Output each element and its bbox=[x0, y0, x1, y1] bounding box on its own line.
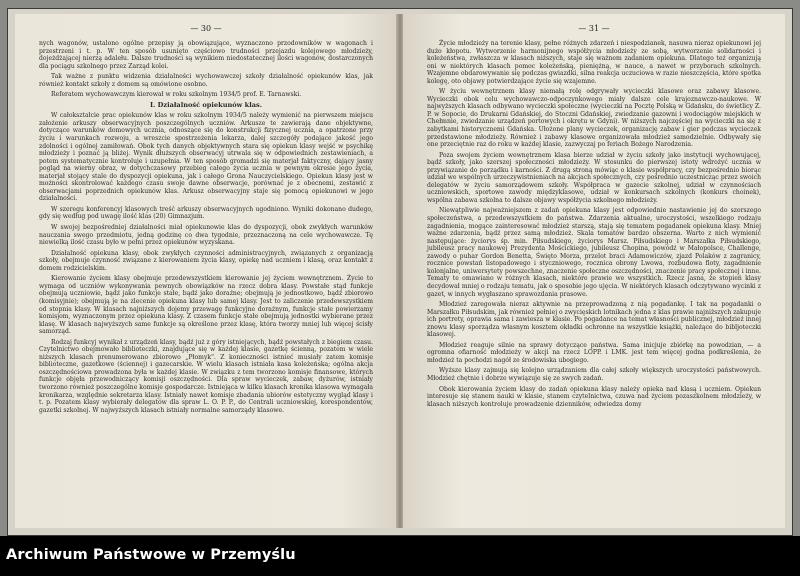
paragraph: Poza swojem życiem wewnętrznem klasa bierze udział w życiu szkoły jako instytucji wychowującej, bądź szkoły, jako szerszej społeczności młodzieży. W stosunku do pierwszej istoty wdrożyć ucznia w przywiązanie do porządku i karności. Z drugą stroną mówiąc o klasie współpracy, czy bezpośrednio biorąc udział we wspólnych urzeczywistnieniach na akcjach społecznych, czy pośrednio uczestnicząc przez swoich delegatów w życiu samorządowem szkoły. Współpraca w gazecie szkolnej, udział w czynnościach uczniowskich, sportowe zawody międzyklasowe, udział w konkursach szkolnych (konkurs choinek), wspólna zabawa szkolna to dalsze objawy współżycia szkolnego młodzieży. bbox=[427, 151, 761, 204]
paragraph: W swojej bezpośredniej działalności miał opiekunowie klas do dyspozycji, obok zwykłych warunków nauczania swego przedmiotu, jedną godzinę co dwa tygodnie, przeznaczoną na cele wychowawcze. Tę niewielką ilość czasu było w pełni przez opiekunów wyzyskana. bbox=[39, 224, 373, 247]
right-page bbox=[403, 14, 785, 528]
paragraph: Tak ważne z punktu widzenia działalności wychowawczej szkoły działalność opiekunów klas, jak również kontakt szkoły z domem są omówione osobno. bbox=[39, 73, 373, 88]
book-spread bbox=[7, 8, 793, 536]
section-heading: I. Działalność opiekunów klas. bbox=[149, 100, 263, 109]
paragraph: W całokształcie prac opiekunów klas w roku szkolnym 1934/5 należy wymienić na pierwszem miejscu założenie arkuszy obserwacyjnych poszczególnych uczniów. Arkusze te zawierają dane objektywne, dotyczące warunków domowych ucznia, odnoszące się do konstrukcji fizycznej ucznia, a opatrzone przy życiu i warunkach rozwoju, a wreszcie spostrzeżenia lekarza, dalej szczegóły podające jakość jego zdolności i ogólnej zamiłowań. Obok tych danych objektywnych stara się opiekun klasy wejść w psychikę młodzieży i poznać ją bliżej. Wynik dłuższych obserwacyj utrwala się w odpowiednich zestawieniach, a potem systematycznie kontroluje i uzupełnia. W ten sposób gromadzi się materjał faktyczny, dający jasny pogląd na wierny obraz, w dotychczasowy przebieg całego życia ucznia w pewnym okresie jego życia, materjał stojący stale do dyspozycji opiekuna, jak i całego Grona Nauczycielskiego. Opiekun klasy jest w możności skontrolować każdego czasu swoje dawne obserwacje, porównać je z obecnemi, zestawić z obserwacjami poprzednich opiekunów klas. Arkusz obserwacyjny staje się pomocą opiekunowi w jego działalności. bbox=[39, 112, 373, 203]
paragraph: Kierowanie życiem klasy obejmuje przedewszystkiem kierowanie jej życiem wewnętrznem. Życie to wymaga od uczniów wykonywania pewnych obowiązków na rzecz dobra klasy. Powstałe stąd funkcje obejmują uczniowie, bądź jako funkcje stałe, bądź jako doraźne; obejmują je jednostkowo, bądź zbiorowo (komisyjnie); obejmują je na zlecenie opiekuna klasy lub samej klasy. Jest to zaliczenie przedewszystkiem od stopnia klasy. W klasach najniższych dojemy przewagę funkcyjne doraźnym, funkcje stałe powierzamy komisjom, wyznaczonym przez opiekuna klasy. Z czasem funkcje stałe obejmują jednostki wybierane przez klasę. W klasach najwyższych same funkcje są określone przez klasę, która tworzy mniej lub więcej ścisły samorząd. bbox=[39, 275, 373, 336]
paragraph: W szeregu konferencyj klasowych treść arkuszy obserwacyjnych ugodniono. Wyniki dokonano dudego, gdy się według pod uwagę ilość klas (20) Gimnazjum. bbox=[39, 205, 373, 221]
page-number-right: — 31 — bbox=[578, 24, 610, 33]
left-page-text bbox=[39, 40, 373, 417]
paragraph: Działalność opiekuna klasy, obok zwykłych czynności administracyjnych, związanych z organizacją szkoły, obejmuje czynność związane z kierowaniem życia klasy, opiekę nad uczniem i klasą, oraz kontakt z domem rodzicielskim. bbox=[39, 249, 373, 272]
paragraph: Młodzież reaguje silnie na sprawy dotyczące państwa. Sama inicjuje zbiórkę na powodzian, — a ogromna ofiarność młodzieży w akcji na rzecz LOPP. i LMK. jest tem więcej godna podkreślenia, że młodzież ta pochodzi nagół ze środowiska ubogiego. bbox=[427, 341, 761, 364]
paragraph: Referatem wychowawczym kierował w roku szkolnym 1934/5 prof. E. Tarnawski. bbox=[51, 91, 302, 99]
paragraph: Niewątpliwie najważniejszem z zadań opiekuna klasy jest odpowiednie nastawienie jej do szerszego społeczeństwa, a przedewszystkiem do państwa. Zdarzenia aktualne, uroczystości, wszelkiego rodzaju zagadnienia, mogące zainteresować młodzież starszą, stają się tematem pogadanek opiekuna klasy. Mniej ważne zdarzenia, bądź przez samą młodzież. Skala tematów bardzo obszerna. Warto z nich wymienić następujące: życiorys śp. min. Piłsudskiego, życiorys Marsz. Piłsudskiego i Marszałka Piłsudskiego, jubileusz pracy naukowej Prezydenta Mościckiego, jubileusz Chopina, powódź w Małopolsce, Challenge, zawody o puhar Gordon Benetta, Święto Morza, przelot braci Adamowiczów, zjazd Polaków z zagranicy, rocznice powstań listopadowego i styczniowego, rocznica obrony Lwowa, rozbudowa floty, zagadnienie kolonjalne, uniwersytety powszechne, znaczenie społeczne oszczędności, znaczenie pracy społecznej i inne. Tematy te omawiano w różnych klasach, niektóre prawie we wszystkich. Rzecz jasna, że stopień klasy decydował mniej o rodzaju tematu, jak o sposobie jego ujęcia. W niektórych klasach odczytywano wycinki z gazet, w innych wygłaszano sprawozdania prasowe. bbox=[427, 207, 761, 298]
archive-name: Archiwum Państwowe w Przemyślu bbox=[6, 547, 296, 563]
paragraph: nych wagonów, ustalono ogólne przepisy ją obowiązujące, wyznaczono przodowników w wagonach i przestrzeni i t. p. W ten sposób usunięto częściowo trudności przejazdu kolejowego młodzieży, dojeżdżającej nierzą adalełu. Dalsze trudności są wynikiem niedostatecznej ilości wagonów, dostarczonych dla pociągu szkolnego przez Zarząd kolei. bbox=[39, 40, 373, 70]
right-page-text bbox=[427, 40, 761, 411]
left-page bbox=[15, 14, 397, 528]
page-number-left: — 30 — bbox=[190, 24, 222, 33]
paragraph: W życiu wewnętrznem klasy niemałą rolę odgrywały wycieczki klasowe oraz zabawy klasowe. Wycieczki obok celu wychowawczo-odpoczynkowego miały dalsze cele krajoznawczo-naukowe. W najwyższych klasach odbywano wycieczki społeczne (wycieczki na Pocztę Polską w Gdańsku, do świetlicy Z. P. w Sopocie, do Drukarni Gdańskiej, do Stoczni Gdańskiej, zwiedzanie gazowni i wodociągów miejskich w Chełmnie, zwiedzanie urządzeń portowych i okrętu w Gdyni). W niższych najczęściej na wycieczki na się z zabytkami historycznemi Gdańska. Ułożone plany wycieczek, organizację zabaw i gier podczas wycieczek przedstawione młodzieży. Również i zabawy klasowe organizowała młodzież samodzielnie. Odbywały się one przeciętnie raz do roku w każdej klasie, zazwyczaj po feriach Bożego Narodzenia. bbox=[427, 88, 761, 149]
paragraph: Obok kierowania życiem klasy do zadań opiekuna klasy należy opieka nad klasą i uczniem. Opiekun interesuje się stanem nauki w klasie, stanem czytelnictwa, czuwa nad życiem pozaszkolnem młodzieży, w klasach niższych kontroluje prowadzenie dzienników, odwiedza domy bbox=[427, 385, 761, 408]
paragraph: Rodzaj funkcyj wynikał z urządzeń klasy, bądź już z góry istniejących, bądź powstałych z biegiem czasu. Czytelnictwo obejmowało biblioteczki, znajdujące się w każdej klasie, gazetkę ścienną, pozatem w wiele niższych klasach prenumerowano zbiorowo „Płomyk". Z konieczności istnieć musiały zatem komisje biblioteczne, gazetkowe (ściennej) i gazecarskie. W wielu klasach istniała kasa koleżeńska; ogólna akcja oszczędnościowa prowadzona była w każdej klasie. W związku z tem tworzono komisje finansowe, których funkcje objęła przewodniczący komisji oszczędności. Dla spraw wycieczek, zabaw, dyżurów, istniały tworzono również poszczególne komisje gospodarcze. Istniejąca w kilku klasach kronika klasowa wymagała kronikarza, względnie sekretarza klasy. Istniały nawet komisje zbadania ubiorów estetyczny wygląd klasy i t. p. Pozatem klasy wybierały delegatów dla spraw L. O. P. P., do Centrali uczniowskiej, korespondentów, gazetki szkolnej. W najwyższych klasach istniały normalne samorządy klasowe. bbox=[39, 338, 373, 414]
archive-footer-bar bbox=[0, 536, 800, 576]
paragraph: Wyższe klasy zajmują się kolejno urządzaniem dla całej szkoły większych uroczystości państwowych. Młodzież chętnie i dobrze wywiązuje się ze swych zadań. bbox=[427, 367, 761, 382]
paragraph: Życie młodzieży na terenie klasy, pełne różnych zdarzeń i niespodzianek, nasuwa nieraz opiekunowi jej dużo kłopotu. Wytworzenie harmonijnego współżycia młodzieży ze sobą, wytworzenie solidarności i koleżeństwa, zwłaszcza w klasach niższych, staje się ważnem zadaniem opiekuna. Dlatego też organizują oni w niektórych klasach pomoc koleżeńską, pieniężną, w nauce, a nawet w przyborach szkolnych. Wzajemne obdarowywanie się podczas gwiazdki, silna reakcja uczuciowa w razie nieszczęścia, które spotka kolegę, oto objawy potwierdzające życie się wzajemne. bbox=[427, 40, 761, 85]
paragraph: Młodzież zaregowała nieraz aktywnie na przeprowadzoną z nią pogadankę. I tak na pogadanki o Marszałku Piłsudskim, jak również pełniej o zwycięskich lotnikach jedna z klas prawie najniższych zakupuje ich portrety, oprawia sama i zawiesza w klasie. Po pogadance na temat własności publicznej, młodzież innej znowu klasy sporządza własnym kosztem okładki ochronne na wszystkie książki, należące do bibljoteczki klasowej. bbox=[427, 301, 761, 339]
